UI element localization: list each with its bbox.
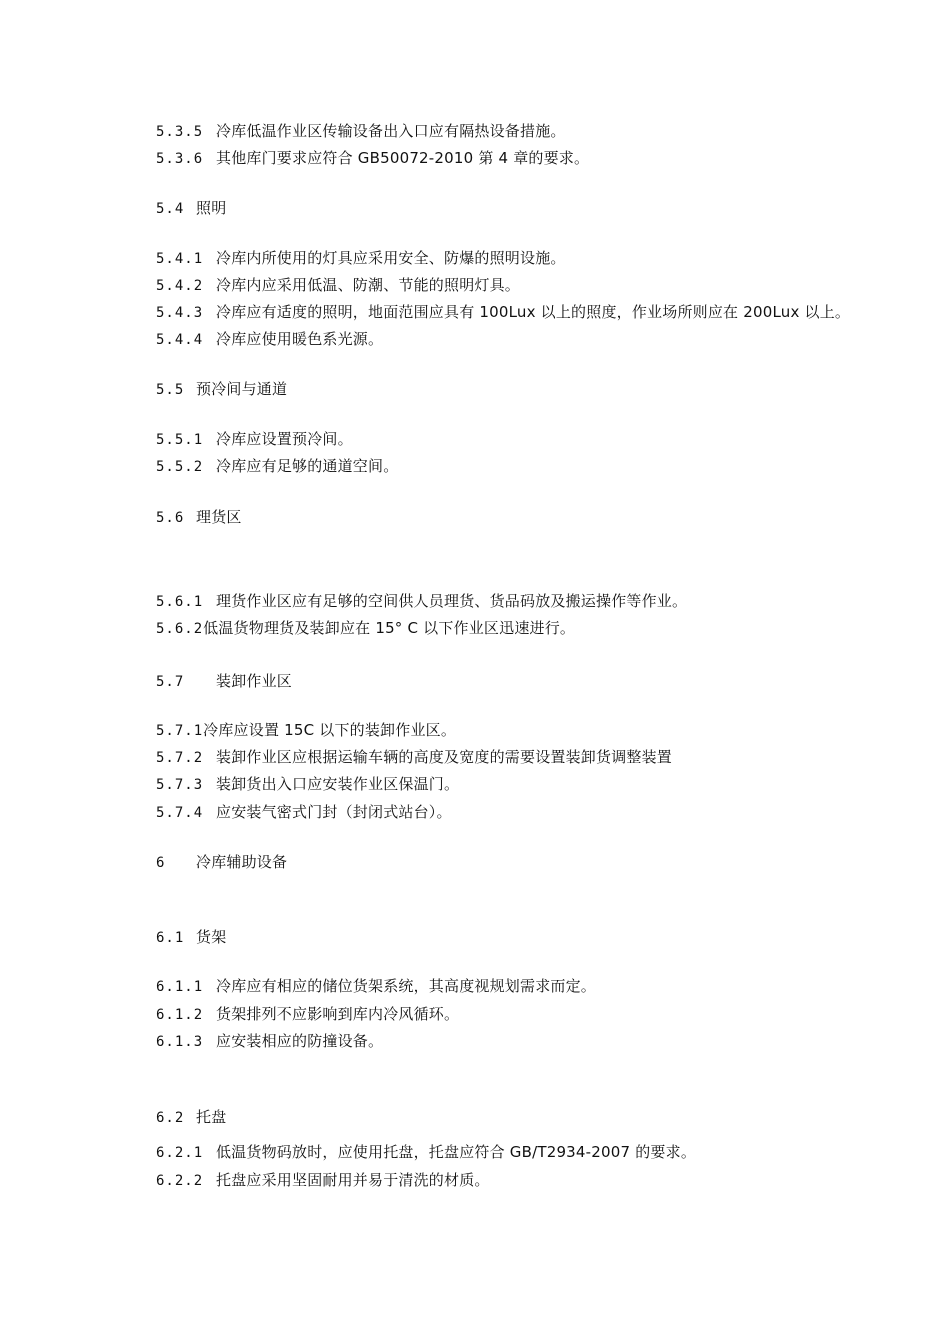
clause-number: 5.6.1	[156, 594, 204, 610]
clause-5-4-2	[156, 275, 520, 296]
clause-5-7-1	[156, 720, 456, 741]
clause-text: 货架排列不应影响到库内冷风循环。	[216, 1005, 460, 1023]
section-heading-5-6	[156, 507, 242, 528]
clause-6-1-1	[156, 976, 596, 997]
section-heading-6-1	[156, 927, 226, 948]
section-number: 5.7	[156, 674, 185, 690]
clause-text: 冷库应有相应的储位货架系统，其高度视规划需求而定。	[216, 977, 597, 995]
clause-number: 6.2.2	[156, 1173, 204, 1189]
clause-text: 冷库内所使用的灯具应采用安全、防爆的照明设施。	[216, 249, 566, 267]
clause-number: 5.5.1	[156, 432, 204, 448]
clause-number: 5.3.6	[156, 151, 204, 167]
section-heading-5-7	[156, 671, 292, 692]
section-heading-5-4	[156, 198, 226, 219]
clause-5-7-2	[156, 747, 672, 768]
clause-text: 冷库低温作业区传输设备出入口应有隔热设备措施。	[216, 122, 566, 140]
clause-number: 5.5.2	[156, 459, 204, 475]
section-title: 预冷间与通道	[196, 380, 288, 398]
clause-5-6-2	[156, 618, 575, 639]
clause-text: 低温货物理货及装卸应在 15° C 以下作业区迅速进行。	[203, 619, 576, 637]
clause-text: 装卸作业区应根据运输车辆的高度及宽度的需要设置装卸货调整装置	[216, 748, 673, 766]
clause-number: 6.1.1	[156, 979, 204, 995]
clause-6-2-2	[156, 1170, 490, 1191]
clause-5-5-1	[156, 429, 353, 450]
clause-number: 5.4.2	[156, 278, 204, 294]
chapter-number: 6	[156, 855, 166, 871]
clause-number: 5.4.3	[156, 305, 204, 321]
section-number: 5.5	[156, 382, 185, 398]
clause-5-4-3	[156, 302, 850, 323]
clause-text: 低温货物码放时，应使用托盘，托盘应符合 GB/T2934-2007 的要求。	[216, 1143, 697, 1161]
clause-text: 冷库内应采用低温、防潮、节能的照明灯具。	[216, 276, 521, 294]
clause-text: 托盘应采用坚固耐用并易于清洗的材质。	[216, 1171, 490, 1189]
clause-number: 5.6.2	[156, 621, 204, 637]
section-number: 5.4	[156, 201, 185, 217]
section-number: 6.1	[156, 930, 185, 946]
section-title: 理货区	[196, 508, 242, 526]
clause-number: 5.3.5	[156, 124, 204, 140]
section-title: 货架	[196, 928, 227, 946]
clause-5-3-6	[156, 148, 589, 169]
clause-text: 冷库应设置预冷间。	[216, 430, 353, 448]
clause-number: 5.4.4	[156, 332, 204, 348]
clause-text: 理货作业区应有足够的空间供人员理货、货品码放及搬运操作等作业。	[216, 592, 688, 610]
section-title: 装卸作业区	[216, 672, 293, 690]
clause-number: 5.7.1	[156, 723, 204, 739]
clause-text: 冷库应使用暖色系光源。	[216, 330, 384, 348]
clause-6-2-1	[156, 1142, 696, 1163]
clause-number: 6.2.1	[156, 1145, 204, 1161]
section-number: 6.2	[156, 1110, 185, 1126]
section-title: 托盘	[196, 1108, 227, 1126]
clause-5-4-1	[156, 248, 566, 269]
clause-text: 冷库应有足够的通道空间。	[216, 457, 399, 475]
clause-5-6-1	[156, 591, 687, 612]
clause-number: 5.4.1	[156, 251, 204, 267]
clause-5-7-3	[156, 774, 459, 795]
clause-5-4-4	[156, 329, 383, 350]
clause-text: 冷库应设置 15C 以下的装卸作业区。	[203, 721, 457, 739]
clause-5-5-2	[156, 456, 398, 477]
section-heading-5-5	[156, 379, 287, 400]
clause-text: 其他库门要求应符合 GB50072-2010 第 4 章的要求。	[216, 149, 590, 167]
clause-text: 应安装相应的防撞设备。	[216, 1032, 384, 1050]
clause-5-7-4	[156, 802, 452, 823]
section-title: 照明	[196, 199, 227, 217]
clause-text: 装卸货出入口应安装作业区保温门。	[216, 775, 460, 793]
section-heading-6-2	[156, 1107, 226, 1128]
chapter-title: 冷库辅助设备	[196, 853, 288, 871]
clause-6-1-2	[156, 1004, 459, 1025]
chapter-heading-6	[156, 852, 287, 873]
clause-number: 5.7.3	[156, 777, 204, 793]
clause-text: 应安装气密式门封（封闭式站台）。	[216, 803, 452, 821]
clause-number: 5.7.4	[156, 805, 204, 821]
clause-text: 冷库应有适度的照明，地面范围应具有 100Lux 以上的照度，作业场所则应在 200Lux 以上。	[216, 303, 851, 321]
section-number: 5.6	[156, 510, 185, 526]
clause-number: 6.1.3	[156, 1034, 204, 1050]
clause-6-1-3	[156, 1031, 383, 1052]
clause-5-3-5	[156, 121, 566, 142]
clause-number: 5.7.2	[156, 750, 204, 766]
clause-number: 6.1.2	[156, 1007, 204, 1023]
